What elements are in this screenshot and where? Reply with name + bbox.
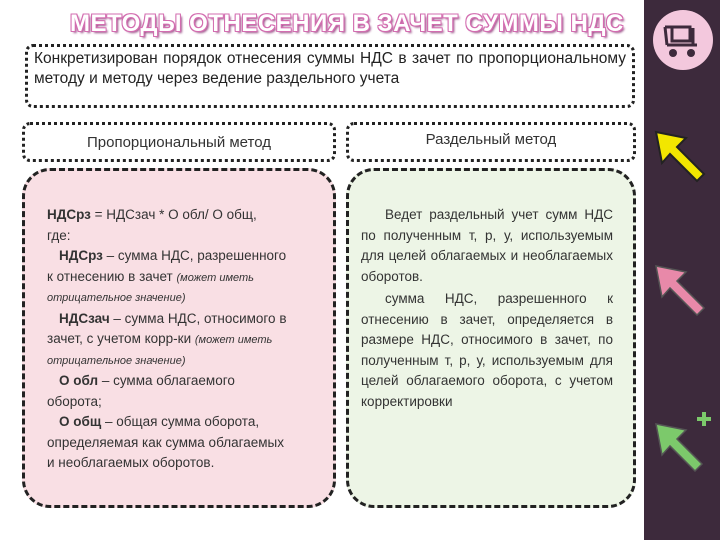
cart-icon bbox=[653, 10, 713, 70]
def-oobsh-cont: определяемая как сумма облагаемых bbox=[47, 434, 284, 450]
separate-method-header: Раздельный метод bbox=[346, 122, 636, 162]
separate-method-para-2: сумма НДС, разрешенного к отнесению в зачет, определяется в размере НДС, относимого в зачет, по полученным т, р, у, используемым для целей облагаемого оборота, с учетом корректировки bbox=[361, 291, 613, 409]
def-ndsrz-note: отрицательное значение) bbox=[47, 292, 186, 304]
formula-line: НДСрз = НДСзач * О обл/ О общ, bbox=[47, 207, 257, 222]
def-oobl-cont: оборота; bbox=[47, 393, 102, 409]
page-title: МЕТОДЫ ОТНЕСЕНИЯ В ЗАЧЕТ СУММЫ НДС bbox=[70, 10, 624, 37]
separate-method-panel bbox=[346, 168, 636, 508]
def-oobsh: О общ – общая сумма оборота, bbox=[59, 414, 260, 429]
intro-box: Конкретизирован порядок отнесения суммы НДС в зачет по пропорциональному методу и методу через ведение раздельного учета bbox=[25, 44, 635, 108]
proportional-method-panel bbox=[22, 168, 336, 508]
def-oobl: О обл – сумма облагаемого bbox=[59, 373, 235, 388]
where-line: где: bbox=[47, 227, 71, 243]
def-ndszach-cont: зачет, с учетом корр-ки (может иметь bbox=[47, 331, 273, 346]
def-ndszach-note: отрицательное значение) bbox=[47, 354, 186, 367]
arrow-yellow-icon[interactable] bbox=[652, 128, 710, 186]
proportional-method-header: Пропорциональный метод bbox=[22, 122, 336, 162]
def-oobsh-cont2: и необлагаемых оборотов. bbox=[47, 455, 215, 470]
arrow-green-plus-icon[interactable] bbox=[652, 410, 716, 474]
def-ndsrz-cont: к отнесению в зачет (может иметь bbox=[47, 268, 254, 284]
def-ndszach: НДСзач – сумма НДС, относимого в bbox=[59, 310, 287, 326]
arrow-pink-icon[interactable] bbox=[652, 262, 710, 320]
def-ndsrz: НДСрз – сумма НДС, разрешенного bbox=[59, 248, 287, 263]
separate-method-para-1: Ведет раздельный учет сумм НДС по полученным т, р, у, используемым для целей облагаемых и необлагаемых оборотов. bbox=[361, 207, 613, 284]
cart-icon-button[interactable] bbox=[653, 10, 713, 70]
